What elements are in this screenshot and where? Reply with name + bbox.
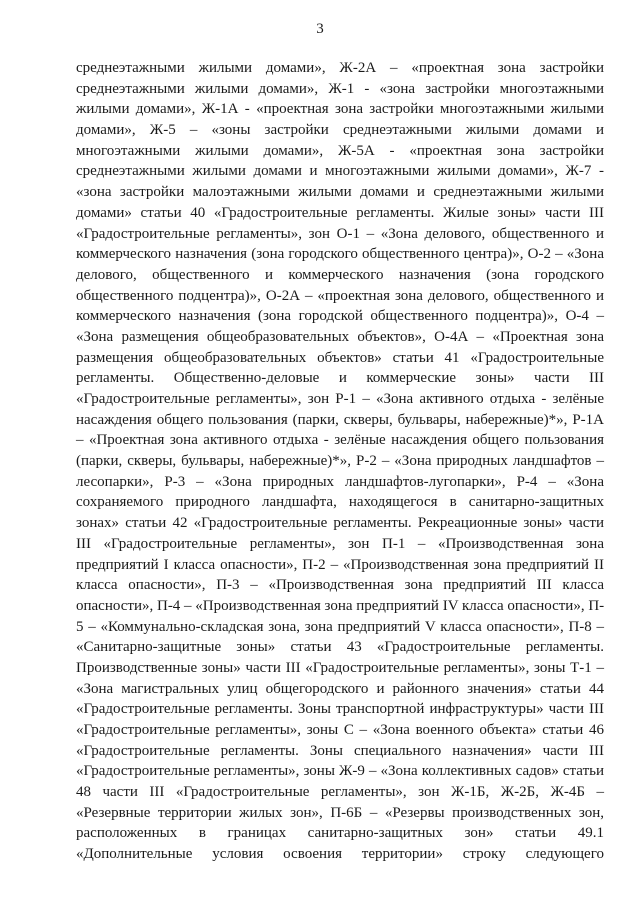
text-line: жилыми домами», Ж-1А - «проектная зона застройки многоэтажными жилыми — [76, 101, 604, 118]
text-line: коммерческого назначения (зона городской общественного подцентра)», О-4 – — [76, 308, 604, 325]
text-line: зонах» статьи 42 «Градостроительные регламенты. Рекреационные зоны» части — [76, 515, 604, 532]
text-line: «Градостроительные регламенты. Зоны специального назначения» части III — [76, 742, 604, 759]
text-line: размещения общеобразовательных объектов» статьи 41 «Градостроительные — [76, 349, 604, 366]
text-line: «Зона размещения общеобразовательных объектов», О-4А – «Проектная зона — [76, 328, 604, 345]
text-line: опасности», П-4 – «Производственная зона предприятий IV класса опасности», П- — [76, 597, 605, 614]
text-line: «Санитарно-защитные зоны» статьи 43 «Градостроительные регламенты. — [76, 639, 604, 656]
text-line: «Градостроительные регламенты», зоны С – «Зона военного объекта» статьи 46 — [76, 722, 604, 738]
text-line: «Градостроительные регламенты», зоны Ж-9 – «Зона коллективных садов» статьи — [76, 763, 604, 780]
text-line: насаждения общего пользования (парки, скверы, бульвары, набережные)*», Р-1А — [76, 411, 604, 428]
text-line: класса опасности», П-3 – «Производственная зона предприятий III класса — [76, 577, 604, 594]
text-line: лесопарки», Р-3 – «Зона природных ландшафтов-лугопарки», Р-4 – «Зона — [76, 473, 604, 490]
text-line: общественного подцентра)», О-2А – «проектная зона делового, общественного и — [76, 287, 604, 304]
text-line: среднеэтажными жилыми домами», Ж-2А – «проектная зона застройки — [76, 60, 604, 76]
text-line: среднеэтажными жилыми домами», Ж-1 - «зона застройки многоэтажными — [76, 80, 604, 97]
text-line: «Градостроительные регламенты», зон Р-1 – «Зона активного отдыха - зелёные — [76, 391, 604, 407]
text-line: «Дополнительные условия освоения территории» строку следующего — [76, 846, 604, 863]
text-line: домами» статьи 40 «Градостроительные регламенты. Жилые зоны» части III — [76, 204, 604, 221]
text-line: домами», Ж-5 – «зоны застройки среднеэтажными жилыми домами и — [76, 122, 604, 139]
text-line: «Резервные территории жилых зон», П-6Б – «Резервы производственных зон, — [76, 804, 604, 821]
text-line: 5 – «Коммунально-складская зона, зона предприятий V класса опасности», П-8 – — [76, 618, 604, 635]
text-line: «Градостроительные регламенты. Зоны транспортной инфраструктуры» части III — [76, 701, 604, 718]
text-line: «Градостроительные регламенты», зон О-1 – «Зона делового, общественного и — [76, 225, 604, 242]
text-line: сохраняемого природного ландшафта, находящегося в санитарно-защитных — [76, 494, 604, 511]
text-line: регламенты. Общественно-деловые и коммерческие зоны» части III — [76, 370, 604, 387]
text-line: 48 части III «Градостроительные регламенты», зон Ж-1Б, Ж-2Б, Ж-4Б – — [76, 784, 604, 801]
text-line: III «Градостроительные регламенты», зон П-1 – «Производственная зона — [76, 535, 604, 552]
text-line: предприятий I класса опасности», П-2 – «Производственная зона предприятий II — [76, 556, 604, 573]
text-line: расположенных в границах санитарно-защитных зон» статьи 49.1 — [76, 825, 604, 842]
text-line: «зона застройки малоэтажными жилыми домами и среднеэтажными жилыми — [76, 184, 604, 201]
text-line: делового, общественного и коммерческого назначения (зона городского — [76, 266, 604, 283]
text-line: многоэтажными жилыми домами», Ж-5А - «проектная зона застройки — [76, 142, 604, 159]
text-line: Производственные зоны» части III «Градостроительные регламенты», зоны Т-1 – — [76, 659, 604, 676]
text-line: – «Проектная зона активного отдыха - зелёные насаждения общего пользования — [76, 432, 604, 449]
text-line: (парки, скверы, бульвары, набережные)*», Р-2 – «Зона природных ландшафтов – — [76, 453, 604, 470]
page-number: 3 — [316, 21, 324, 37]
text-line: «Зона магистральных улиц общегородского и районного значения» статьи 44 — [76, 680, 604, 697]
text-line: коммерческого назначения (зона городского общественного центра)», О-2 – «Зона — [76, 246, 604, 263]
text-line: среднеэтажными жилыми домами и многоэтажными жилыми домами», Ж-7 - — [76, 163, 604, 180]
body-text — [76, 58, 604, 865]
